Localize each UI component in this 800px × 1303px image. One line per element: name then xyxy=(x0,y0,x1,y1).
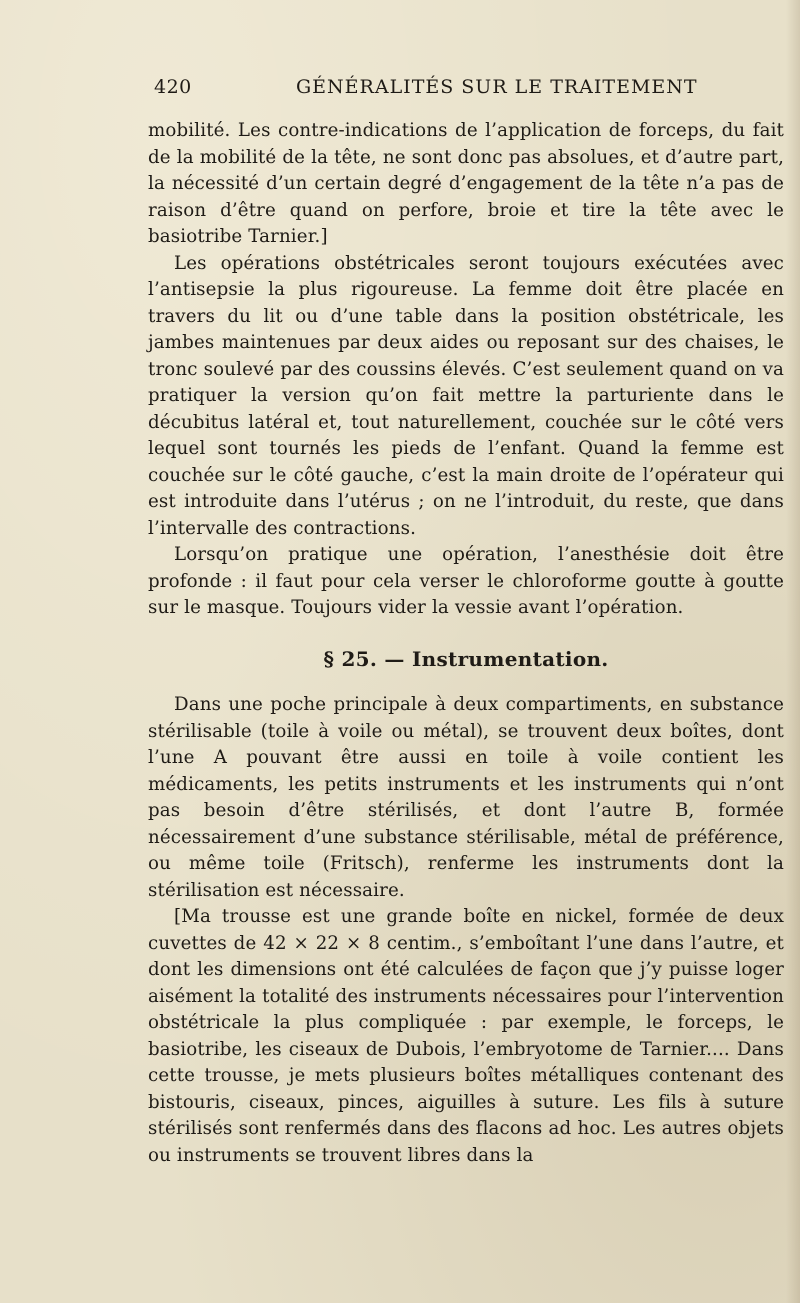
paragraph-continued: mobilité. Les contre-indications de l’application de forceps, du fait de la mobilité de la tête, ne sont donc pas absolues, et d’autre part, la nécessité d’un certain degré d’engagement de la tête n’a pas de raison d’être quand on perfore, broie et tire la tête avec le basiotribe Tarnier.] xyxy=(148,120,784,247)
paragraph: Lorsqu’on pratique une opération, l’anesthésie doit être profonde : il faut pour cela verser le chloroforme goutte à goutte sur le masque. Toujours vider la vessie avant l’opération. xyxy=(148,544,784,618)
section-heading: § 25. — Instrumentation. xyxy=(323,646,609,671)
page-number: 420 xyxy=(154,76,192,98)
running-title: GÉNÉRALITÉS SUR LE TRAITEMENT xyxy=(296,76,698,98)
page-edge-shadow xyxy=(786,0,800,1303)
book-page xyxy=(148,76,784,1169)
paragraph: Dans une poche principale à deux compartiments, en substance stérilisable (toile à voile ou métal), se trouvent deux boîtes, dont l’une A pouvant être aussi en toile à voile contient les médicaments, les petits instruments et les instruments qui n’ont pas besoin d’être stérilisés, et dont l’autre B, formée nécessairement d’une substance stérilisable, métal de préférence, ou même toile (Fritsch), renferme les instruments dont la stérilisation est nécessaire. xyxy=(148,694,784,901)
paragraph: [Ma trousse est une grande boîte en nickel, formée de deux cuvettes de 42 × 22 × 8 centim., s’emboîtant l’une dans l’autre, et dont les dimensions ont été calculées de façon que j’y puisse loger aisément la totalité des instruments nécessaires pour l’intervention obstétricale la plus compliquée : par exemple, le forceps, le basiotribe, les ciseaux de Dubois, l’embryotome de Tarnier.... Dans cette trousse, je mets plusieurs boîtes métalliques contenant des bistouris, ciseaux, pinces, aiguilles à suture. Les fils à suture stérilisés sont renfermés dans des flacons ad hoc. Les autres objets ou instruments se trouvent libres dans la xyxy=(148,906,784,1166)
paragraph: Les opérations obstétricales seront toujours exécutées avec l’antisepsie la plus rigoureuse. La femme doit être placée en travers du lit ou d’une table dans la position obstétricale, les jambes maintenues par deux aides ou reposant sur des chaises, le tronc soulevé par des coussins élevés. C’est seulement quand on va pratiquer la version qu’on fait mettre la parturiente dans le décubitus latéral et, tout naturellement, couchée sur le côté vers lequel sont tournés les pieds de l’enfant. Quand la femme est couchée sur le côté gauche, c’est la main droite de l’opérateur qui est introduite dans l’utérus ; on ne l’introduit, du reste, que dans l’intervalle des contractions. xyxy=(148,252,784,539)
body-text xyxy=(148,118,784,1169)
page-header xyxy=(148,76,784,106)
